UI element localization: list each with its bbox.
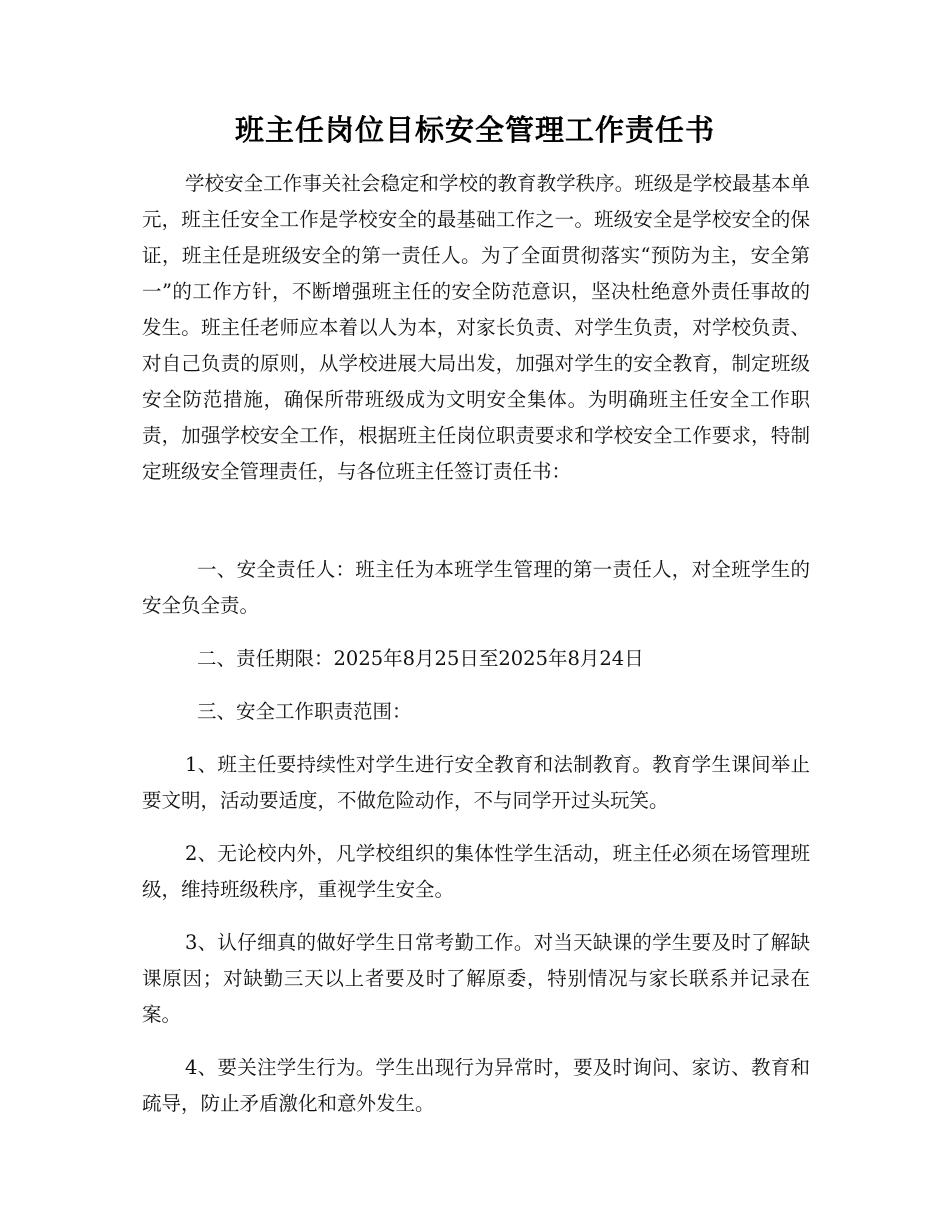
duty-item-2: 2、无论校内外，凡学校组织的集体性学生活动，班主任必须在场管理班级，维持班级秩序，重视学生安全。 — [142, 842, 810, 901]
duty-item-4: 4、要关注学生行为。学生出现行为异常时，要及时询问、家访、教育和疏导，防止矛盾激化和意外发生。 — [142, 1056, 810, 1115]
section-responsible-person: 一、安全责任人：班主任为本班学生管理的第一责任人，对全班学生的安全负全责。 — [142, 558, 810, 617]
section-responsibility-period: 二、责任期限：2025年8月25日至2025年8月24日 — [197, 647, 644, 670]
intro-paragraph: 学校安全工作事关社会稳定和学校的教育教学秩序。班级是学校最基本单元，班主任安全工作是学校安全的最基础工作之一。班级安全是学校安全的保证，班主任是班级安全的第一责任人。为了全面贯彻落实“预防为主，安全第一”的工作方针，不断增强班主任的安全防范意识，坚决杜绝意外责任事故的发生。班主任老师应本着以人为本，对家长负责、对学生负责，对学校负责、对自己负责的原则，从学校进展大局出发，加强对学生的安全教育，制定班级安全防范措施，确保所带班级成为文明安全集体。为明确班主任安全工作职责，加强学校安全工作，根据班主任岗位职责要求和学校安全工作要求，特制定班级安全管理责任，与各位班主任签订责任书： — [142, 172, 810, 483]
duty-item-1: 1、班主任要持续性对学生进行安全教育和法制教育。教育学生课间举止要文明，活动要适度，不做危险动作，不与同学开过头玩笑。 — [142, 753, 810, 812]
document-title: 班主任岗位目标安全管理工作责任书 — [234, 113, 715, 147]
section-duty-scope-heading: 三、安全工作职责范围： — [197, 700, 412, 723]
duty-item-3: 3、认仔细真的做好学生日常考勤工作。对当天缺课的学生要及时了解缺课原因；对缺勤三天以上者要及时了解原委，特别情况与家长联系并记录在案。 — [142, 931, 810, 1026]
